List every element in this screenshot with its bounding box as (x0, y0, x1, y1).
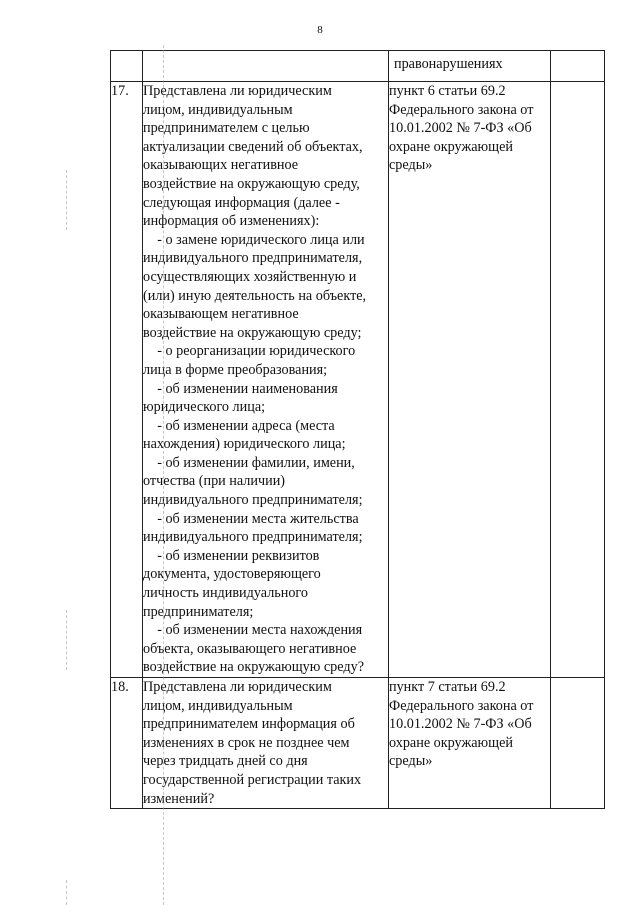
text-line: Федерального закона от (389, 697, 534, 714)
text-line: - об изменении наименования (143, 380, 338, 397)
text-line: информация об изменениях): (143, 213, 320, 230)
text-line: - о замене юридического лица или (143, 231, 365, 248)
question-cell (143, 82, 389, 678)
legal-reference: правонарушениях (389, 51, 551, 82)
row-number (111, 51, 143, 82)
text-line: Федерального закона от (389, 101, 534, 118)
question-cell (143, 678, 389, 809)
text-line: пункт 6 статьи 69.2 (389, 83, 506, 99)
text-line: Представлена ли юридическим (143, 83, 332, 99)
text-line: оказывающем негативное (143, 306, 299, 323)
reference-text (389, 678, 550, 771)
table-row (111, 51, 605, 82)
text-line: Представлена ли юридическим (143, 679, 332, 695)
reference-text (389, 82, 550, 175)
text-line: лицом, индивидуальным (143, 101, 293, 118)
text-line: - об изменении реквизитов (143, 547, 320, 564)
text-line: охране окружающей (389, 138, 513, 155)
text-line: оказывающих негативное (143, 157, 299, 174)
answer-cell (551, 82, 605, 678)
text-line: через тридцать дней со дня (143, 753, 308, 770)
table-row (111, 82, 605, 678)
text-line: воздействие на окружающую среду? (143, 659, 364, 676)
text-line: среды» (389, 753, 433, 770)
text-line: лица в форме преобразования; (143, 361, 328, 378)
question-cell (143, 51, 389, 82)
text-line: изменений? (143, 790, 215, 807)
text-line: - об изменении фамилии, имени, (143, 454, 355, 471)
text-line: изменениях в срок не позднее чем (143, 734, 350, 751)
legal-reference (389, 82, 551, 678)
text-line: (или) иную деятельность на объекте, (143, 287, 367, 304)
text-line: государственной регистрации таких (143, 771, 362, 788)
text-line: предпринимателем с целью (143, 120, 310, 137)
scan-artifact-line (66, 880, 67, 905)
text-line: осуществляющих хозяйственную и (143, 268, 357, 285)
text-line: индивидуального предпринимателя; (143, 529, 363, 546)
text-line: воздействие на окружающую среду; (143, 324, 362, 341)
checklist-table (110, 50, 605, 809)
text-line: предпринимателя; (143, 603, 254, 620)
text-line: воздействие на окружающую среду, (143, 175, 360, 192)
text-line: индивидуального предпринимателя; (143, 492, 363, 509)
scan-artifact-line (66, 610, 67, 670)
text-line: следующая информация (далее - (143, 194, 340, 211)
text-line: актуализации сведений об объектах, (143, 138, 363, 155)
scan-artifact-line (163, 45, 164, 905)
text-line: - об изменении места нахождения (143, 622, 363, 639)
text-line: - об изменении адреса (места (143, 417, 335, 434)
text-line: индивидуального предпринимателя, (143, 250, 363, 267)
text-line: пункт 7 статьи 69.2 (389, 679, 506, 695)
text-line: личность индивидуального (143, 585, 308, 602)
text-line: документа, удостоверяющего (143, 566, 321, 583)
legal-reference (389, 678, 551, 809)
table-row (111, 678, 605, 809)
question-text (143, 678, 388, 808)
text-line: - о реорганизации юридического (143, 343, 356, 360)
page-number: 8 (317, 24, 323, 36)
text-line: среды» (389, 157, 433, 174)
text-line: лицом, индивидуальным (143, 697, 293, 714)
text-line: отчества (при наличии) (143, 473, 286, 490)
row-number: 18. (111, 678, 143, 809)
question-text (143, 82, 388, 677)
text-line: нахождения) юридического лица; (143, 436, 346, 453)
text-line: юридического лица; (143, 399, 266, 416)
row-number: 17. (111, 82, 143, 678)
text-line: охране окружающей (389, 734, 513, 751)
text-line: - об изменении места жительства (143, 510, 359, 527)
text-line: 10.01.2002 № 7-ФЗ «Об (389, 120, 532, 137)
scan-artifact-line (66, 170, 67, 230)
text-line: объекта, оказывающего негативное (143, 640, 357, 657)
answer-cell (551, 51, 605, 82)
answer-cell (551, 678, 605, 809)
text-line: предпринимателем информация об (143, 716, 355, 733)
text-line: 10.01.2002 № 7-ФЗ «Об (389, 716, 532, 733)
